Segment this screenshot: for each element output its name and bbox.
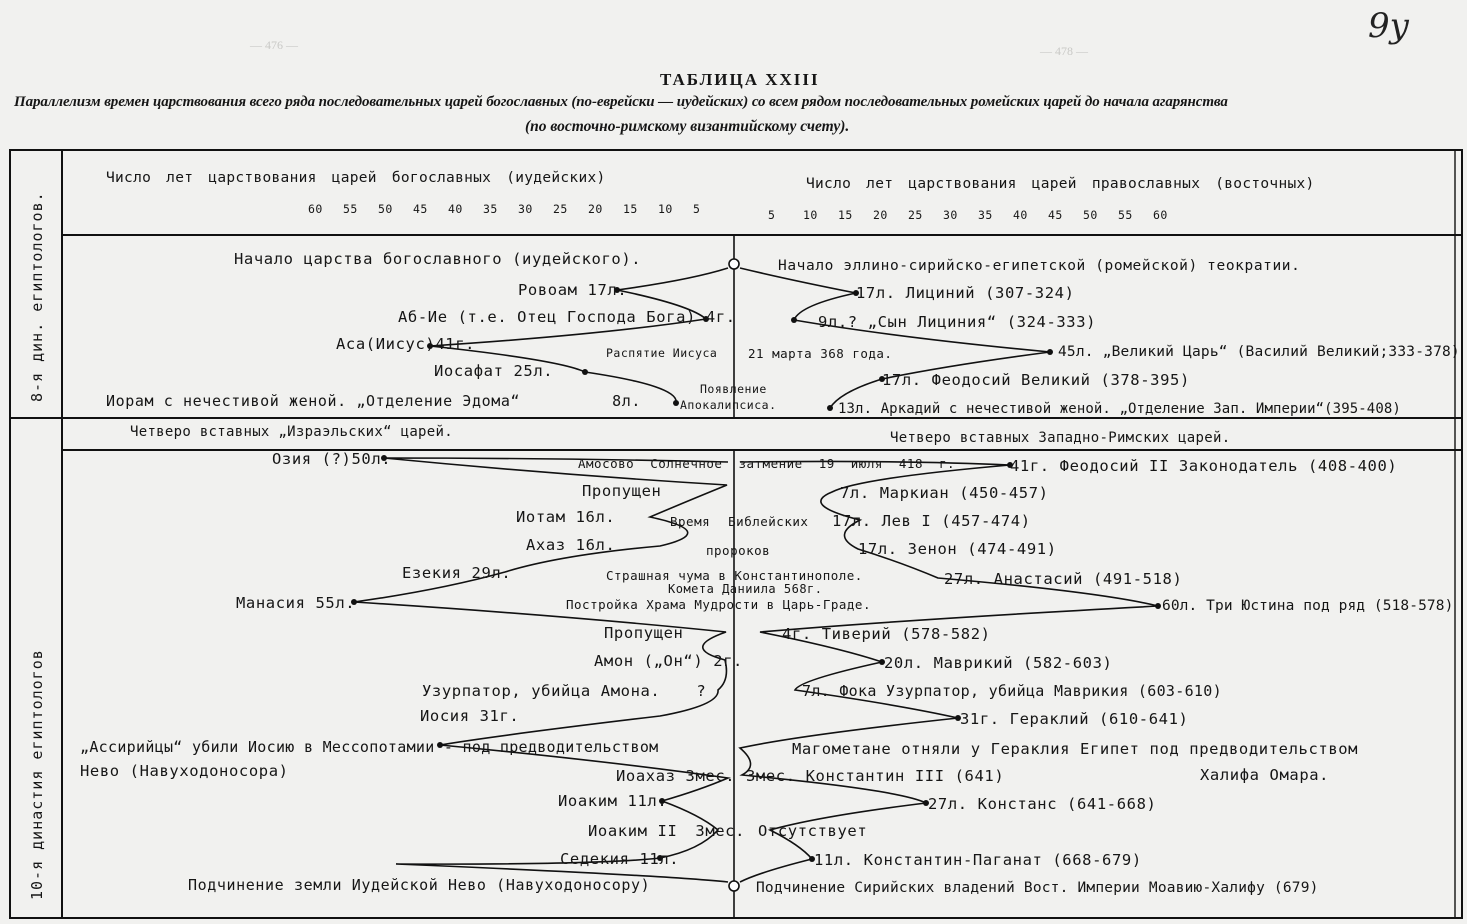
left-king-row <box>558 792 667 810</box>
apocalypse-label-1: Появление <box>700 382 767 396</box>
left-king-row <box>420 707 519 725</box>
right-king-row <box>758 822 867 840</box>
left-king-row <box>434 362 553 380</box>
king-name: Феодосий II Законодатель (408-400) <box>1059 457 1398 475</box>
scale-tick: 10 <box>658 202 673 216</box>
king-years: 4г. <box>705 308 736 326</box>
right-start: Начало эллино-сирийско-египетской (ромейской) теократии. <box>778 258 1301 274</box>
right-end: Подчинение Сирийских владений Вост. Империи Моавию-Халифу (679) <box>756 880 1319 896</box>
left-king-row <box>402 564 511 582</box>
king-name: Езекия <box>402 564 462 582</box>
prophets-label-2: пророков <box>706 543 771 558</box>
left-king-row <box>398 308 736 326</box>
king-years: 13л. <box>838 401 873 417</box>
king-years: 7л. <box>840 484 870 502</box>
temple-label: Постройка Храма Мудрости в Царь-Граде. <box>566 597 871 612</box>
king-name: Лициний (307-324) <box>905 284 1075 302</box>
left-king-row <box>582 482 661 500</box>
king-name: Лев I (457-474) <box>881 512 1031 530</box>
king-name: Константин III (641) <box>805 767 1005 785</box>
king-years: 2г. <box>713 652 743 670</box>
king-name: „Великий Царь“ (Василий Великий;333-378) <box>1102 344 1460 360</box>
king-name: Отсутствует <box>758 822 868 840</box>
right-king-row <box>840 484 1049 502</box>
king-years: 11л. <box>627 792 668 810</box>
scale-tick: 5 <box>693 202 701 216</box>
comet-label: Комета Даниила 568г. <box>668 582 823 596</box>
side-label-10th-dynasty: 10-я династия египтологов <box>28 649 46 900</box>
king-years: 20л. <box>884 654 924 672</box>
king-name: Зенон (474-491) <box>907 540 1057 558</box>
scale-tick: 15 <box>623 202 638 216</box>
header-right-title: Число лет царствования царей православных (восточных) <box>806 176 1315 192</box>
right-king-row <box>832 512 1031 530</box>
king-name: Пропущен <box>604 624 684 642</box>
assyrians-line-1: „Ассирийцы“ убили Иосию в Мессопотамии - под предводительством <box>80 738 659 756</box>
king-name: „Сын Лициния“ (324-333) <box>867 313 1097 331</box>
eclipse-label: Амосово Солнечное затмение 19 июля 418 г. <box>578 456 956 471</box>
king-name: Константин-Паганат (668-679) <box>863 851 1142 869</box>
scale-tick: 30 <box>518 202 533 216</box>
scale-tick: 30 <box>943 208 958 222</box>
king-years: (?)50л. <box>321 450 392 468</box>
scale-tick: 35 <box>483 202 498 216</box>
king-name: Иосафат <box>434 362 504 380</box>
king-years: 41г. <box>1010 457 1050 475</box>
separator-right: Четверо вставных Западно-Римских царей. <box>890 430 1231 446</box>
king-name: Ровоам <box>518 281 578 299</box>
right-king-row <box>884 654 1112 672</box>
king-name: Аб-Ие (т.е. Отец Господа Бога) <box>398 308 696 326</box>
mahomet-line-1: Магометане отняли у Гераклия Египет под предводительством <box>792 740 1359 758</box>
scale-tick: 40 <box>1013 208 1028 222</box>
left-king-row <box>588 822 745 840</box>
king-years: 27л. <box>928 795 968 813</box>
king-years: 27л. <box>944 570 984 588</box>
king-years: 11л. <box>814 851 854 869</box>
king-years: 3мес. <box>695 822 746 840</box>
left-king-row <box>336 335 475 353</box>
prophets-label-1: Время Библейских <box>670 514 809 529</box>
right-king-row <box>882 371 1190 389</box>
right-king-row <box>1058 344 1460 360</box>
left-king-row <box>518 281 627 299</box>
king-years: 9л.? <box>818 313 858 331</box>
scale-tick: 55 <box>343 202 358 216</box>
king-years: 8л. <box>612 392 642 410</box>
table-title: ТАБЛИЦА XXIII <box>660 70 820 89</box>
left-king-row <box>236 594 355 612</box>
king-years: 55л. <box>315 594 356 612</box>
king-years: 17л. <box>882 371 922 389</box>
right-king-row <box>944 570 1182 588</box>
scale-tick: 50 <box>1083 208 1098 222</box>
king-name: Маврикий (582-603) <box>933 654 1113 672</box>
right-king-row <box>818 313 1096 331</box>
king-years: 17л. <box>832 512 872 530</box>
king-name: Узурпатор, убийца Амона. <box>422 682 661 700</box>
king-years: 3мес. <box>685 767 736 785</box>
king-name: Озия <box>272 450 312 468</box>
king-years: 25л. <box>513 362 554 380</box>
plague-label: Страшная чума в Константинополе. <box>606 568 863 583</box>
king-years: 16л. <box>575 508 616 526</box>
king-name: Ахаз <box>526 536 566 554</box>
king-name: Констанс (641-668) <box>977 795 1157 813</box>
king-name: Гераклий (610-641) <box>1009 710 1189 728</box>
king-years: 17л. <box>858 540 898 558</box>
king-name: Иорам с нечестивой женой. „Отделение Эдома“ <box>106 392 521 410</box>
king-name: Иотам <box>516 508 566 526</box>
king-years: 16л. <box>575 536 616 554</box>
left-end: Подчинение земли Иудейской Нево (Навуходоносору) <box>188 876 651 894</box>
king-name: Аса(Иисус) <box>336 335 436 353</box>
left-king-row <box>422 682 706 700</box>
king-name: Анастасий (491-518) <box>993 570 1183 588</box>
king-years: 60л. <box>1162 598 1198 614</box>
king-years: 17л. <box>587 281 628 299</box>
scale-tick: 10 <box>803 208 818 222</box>
scale-tick: 20 <box>588 202 603 216</box>
king-name: Аркадий с нечестивой женой. „Отделение Зап. Империи“(395-408) <box>880 401 1401 417</box>
scale-tick: 55 <box>1118 208 1133 222</box>
king-name: Пропущен <box>582 482 662 500</box>
king-name: Феодосий Великий (378-395) <box>931 371 1190 389</box>
scale-tick: 5 <box>768 208 776 222</box>
right-scale <box>768 208 1188 222</box>
right-king-row <box>960 710 1188 728</box>
right-king-row <box>802 682 1222 700</box>
scale-tick: 20 <box>873 208 888 222</box>
scale-tick: 15 <box>838 208 853 222</box>
side-label-8th-dynasty: 8-я дин. египтологов. <box>28 191 46 402</box>
king-name: Маркиан (450-457) <box>879 484 1049 502</box>
scale-tick: 50 <box>378 202 393 216</box>
scale-tick: 45 <box>413 202 428 216</box>
page-number-right: — 478 — <box>1040 44 1088 58</box>
assyrians-line-2: Нево (Навуходоносора) <box>80 762 289 780</box>
king-name: Иоаким II <box>588 822 678 840</box>
king-years: 7л. <box>802 682 830 700</box>
king-years: 31г. <box>960 710 1000 728</box>
right-king-row <box>858 540 1057 558</box>
right-king-row <box>838 401 1401 417</box>
left-start: Начало царства богославного (иудейского). <box>234 250 642 268</box>
king-years: 3мес. <box>746 767 796 785</box>
right-king-row <box>1010 457 1397 475</box>
header-left-title: Число лет царствования царей богославных (иудейских) <box>106 170 606 186</box>
scale-tick: 25 <box>908 208 923 222</box>
king-years: 4г. <box>782 625 812 643</box>
page-number-left: — 476 — <box>250 38 298 52</box>
scale-tick: 40 <box>448 202 463 216</box>
right-king-row <box>928 795 1156 813</box>
king-years: 45л. <box>1058 344 1094 360</box>
subtitle-line-1: Параллелизм времен царствования всего ряда последовательных царей богославных (по-еврейски — иудейских) со всем рядом последовательных ромейских царей до начала агарянства <box>14 94 1228 110</box>
mahomet-line-2: Халифа Омара. <box>1200 766 1330 784</box>
crucifixion-label: Распятие Иисуса <box>606 346 718 360</box>
left-king-row <box>594 652 743 670</box>
scale-tick: 60 <box>1153 208 1168 222</box>
left-scale <box>308 202 728 216</box>
right-king-row <box>1162 598 1453 614</box>
scale-tick: 25 <box>553 202 568 216</box>
king-years: 29л. <box>471 564 512 582</box>
king-years: ? <box>696 682 707 700</box>
crucifixion-date: 21 марта 368 года. <box>748 346 893 361</box>
king-name: Фока Узурпатор, убийца Маврикия (603-610) <box>839 682 1222 700</box>
apocalypse-label-2: Апокалипсиса. <box>680 398 777 412</box>
king-name: Иосия <box>420 707 470 725</box>
scale-tick: 45 <box>1048 208 1063 222</box>
king-years: 11л. <box>639 850 680 868</box>
left-king-row <box>604 624 683 642</box>
king-years: 17л. <box>856 284 896 302</box>
king-years: 31г. <box>479 707 520 725</box>
king-years: 41г. <box>435 335 476 353</box>
left-king-row <box>616 767 735 785</box>
king-name: Иоаким <box>558 792 618 810</box>
king-name: Иоахаз <box>616 767 676 785</box>
king-name: Тиверий (578-582) <box>821 625 991 643</box>
king-name: Амон („Он“) <box>594 652 704 670</box>
king-name: Манасия <box>236 594 306 612</box>
right-king-row <box>814 851 1142 869</box>
right-king-row <box>746 767 1004 785</box>
left-king-row <box>516 508 615 526</box>
scale-tick: 35 <box>978 208 993 222</box>
subtitle-line-2: (по восточно-римскому византийскому счету). <box>525 118 850 135</box>
right-king-row <box>856 284 1075 302</box>
left-king-row <box>560 850 679 868</box>
separator-left: Четверо вставных „Израэльских“ царей. <box>130 424 453 440</box>
left-king-row <box>106 392 641 410</box>
king-name: Седекия <box>560 850 630 868</box>
right-king-row <box>782 625 991 643</box>
left-king-row <box>272 450 391 468</box>
handwritten-annotation: 9y <box>1368 6 1409 46</box>
scale-tick: 60 <box>308 202 323 216</box>
king-name: Три Юстина под ряд (518-578) <box>1206 598 1454 614</box>
left-king-row <box>526 536 615 554</box>
